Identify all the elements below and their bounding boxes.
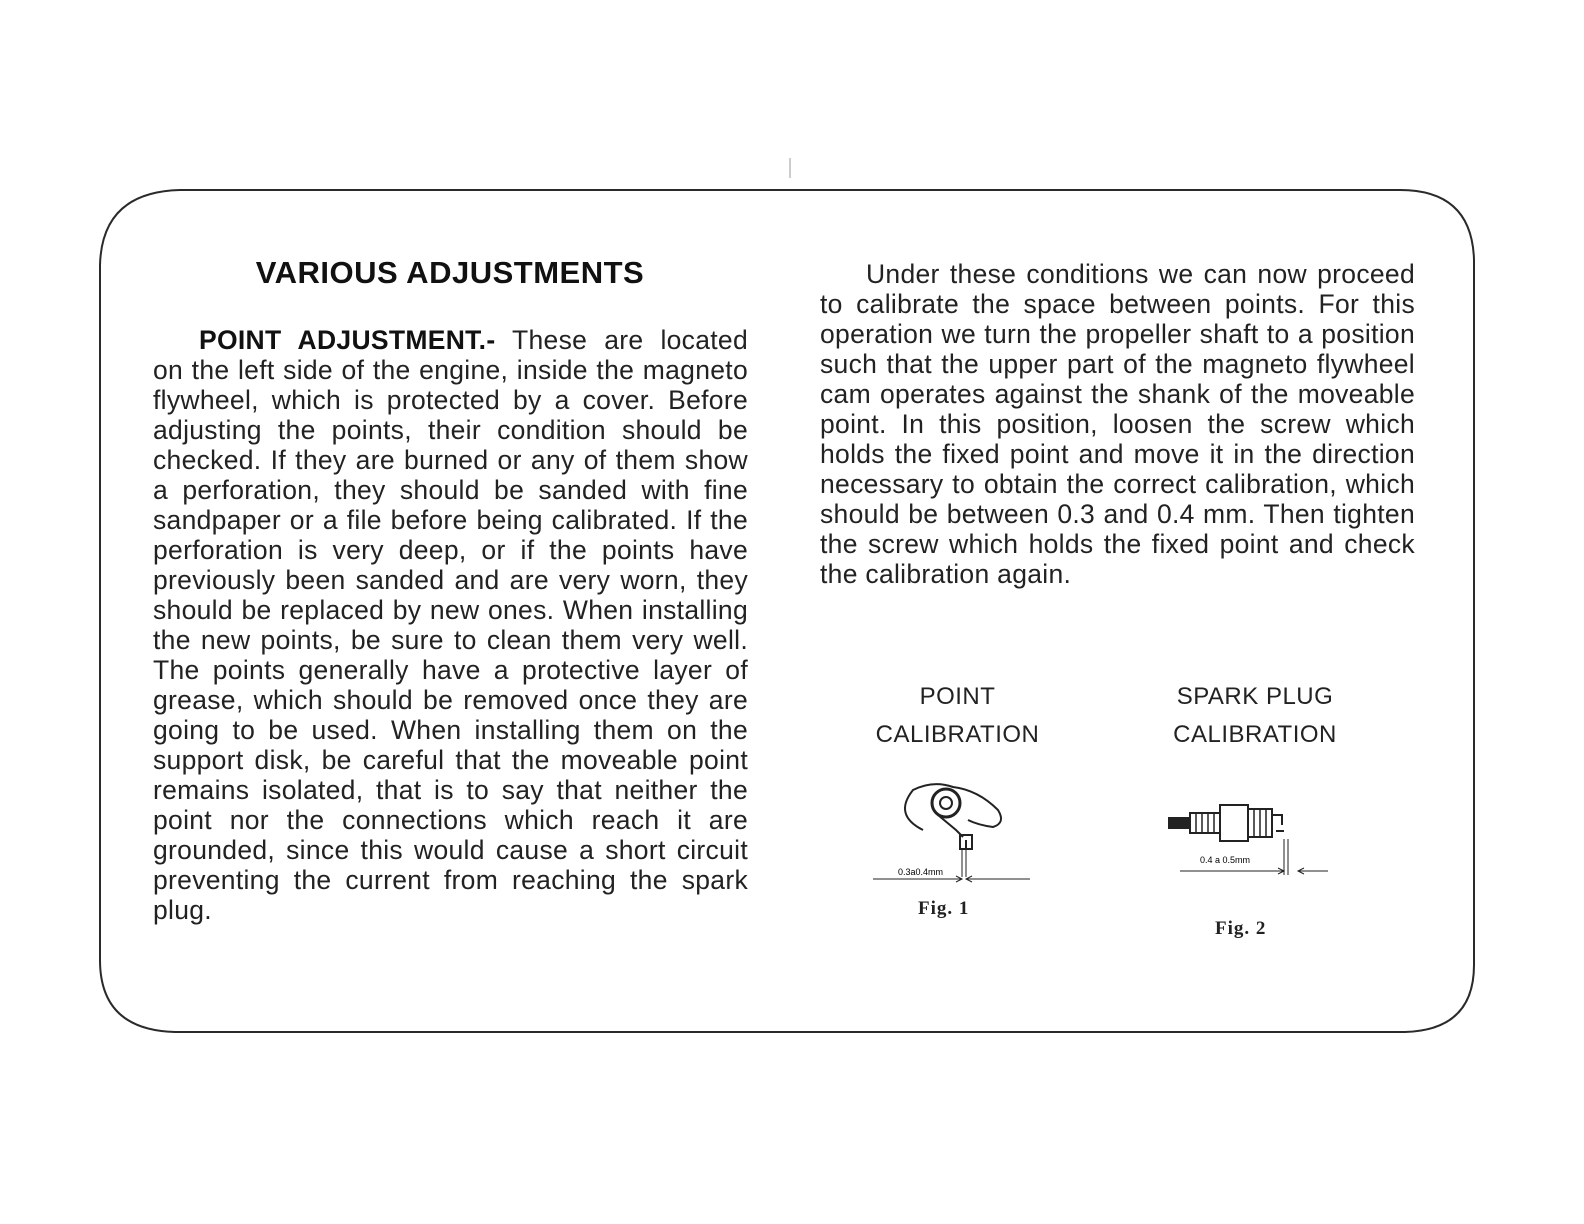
figure-1-label: Fig. 1 — [918, 898, 970, 919]
figure-2-label: Fig. 2 — [1215, 918, 1267, 939]
point-adjustment-paragraph — [153, 325, 748, 925]
figure-1-caption-line2: CALIBRATION — [875, 721, 1040, 748]
calibration-text — [820, 259, 1415, 589]
figure-2-caption-line1: SPARK PLUG — [1176, 683, 1334, 710]
figure-1-caption — [860, 678, 1055, 754]
figure-2-caption — [1150, 678, 1360, 754]
calibration-paragraph: Under these conditions we can now proceed to calibrate the space between points. For this operation we turn the propeller shaft to a position such that the upper part of the magneto flywheel cam operates against the shank of the moveable point. In this position, loosen the screw which holds the fixed point and move it in the direction necessary to obtain the correct calibration, which should be between 0.3 and 0.4 mm. Then tighten the screw which holds the fixed point and check the calibration again. — [820, 259, 1415, 589]
figure-1-caption-line1: POINT — [919, 683, 996, 710]
point-adjustment-lead: POINT ADJUSTMENT.- — [199, 325, 496, 355]
figure-2-caption-line2: CALIBRATION — [1173, 721, 1337, 748]
figure-1-dimension: 0.3a0.4mm — [898, 867, 944, 877]
point-adjustment-text — [153, 325, 748, 925]
point-adjustment-body: These are located on the left side of the engine, inside the magneto flywheel, which is protected by a cover. Before adjusting the points, their condition should be checked. If they are burned or any of them show a perforation, they should be sanded with fine sandpaper or a file before being calibrated. If the perforation is very deep, or if the points have previously been sanded and are very worn, they should be replaced by new ones. When installing the new points, be sure to clean them very well. The points generally have a protective layer of grease, which should be removed once they are going to be used. When installing them on the support disk, be careful that the moveable point remains isolated, that is to say that neither the point nor the connections which reach it are grounded, since this would cause a short circuit preventing the current from reaching the spark plug. — [153, 325, 748, 925]
spark-plug-drawing — [1160, 795, 1345, 885]
section-heading: VARIOUS ADJUSTMENTS — [255, 255, 645, 290]
figure-2-dimension: 0.4 a 0.5mm — [1200, 855, 1251, 865]
point-calibration-drawing — [868, 775, 1038, 890]
